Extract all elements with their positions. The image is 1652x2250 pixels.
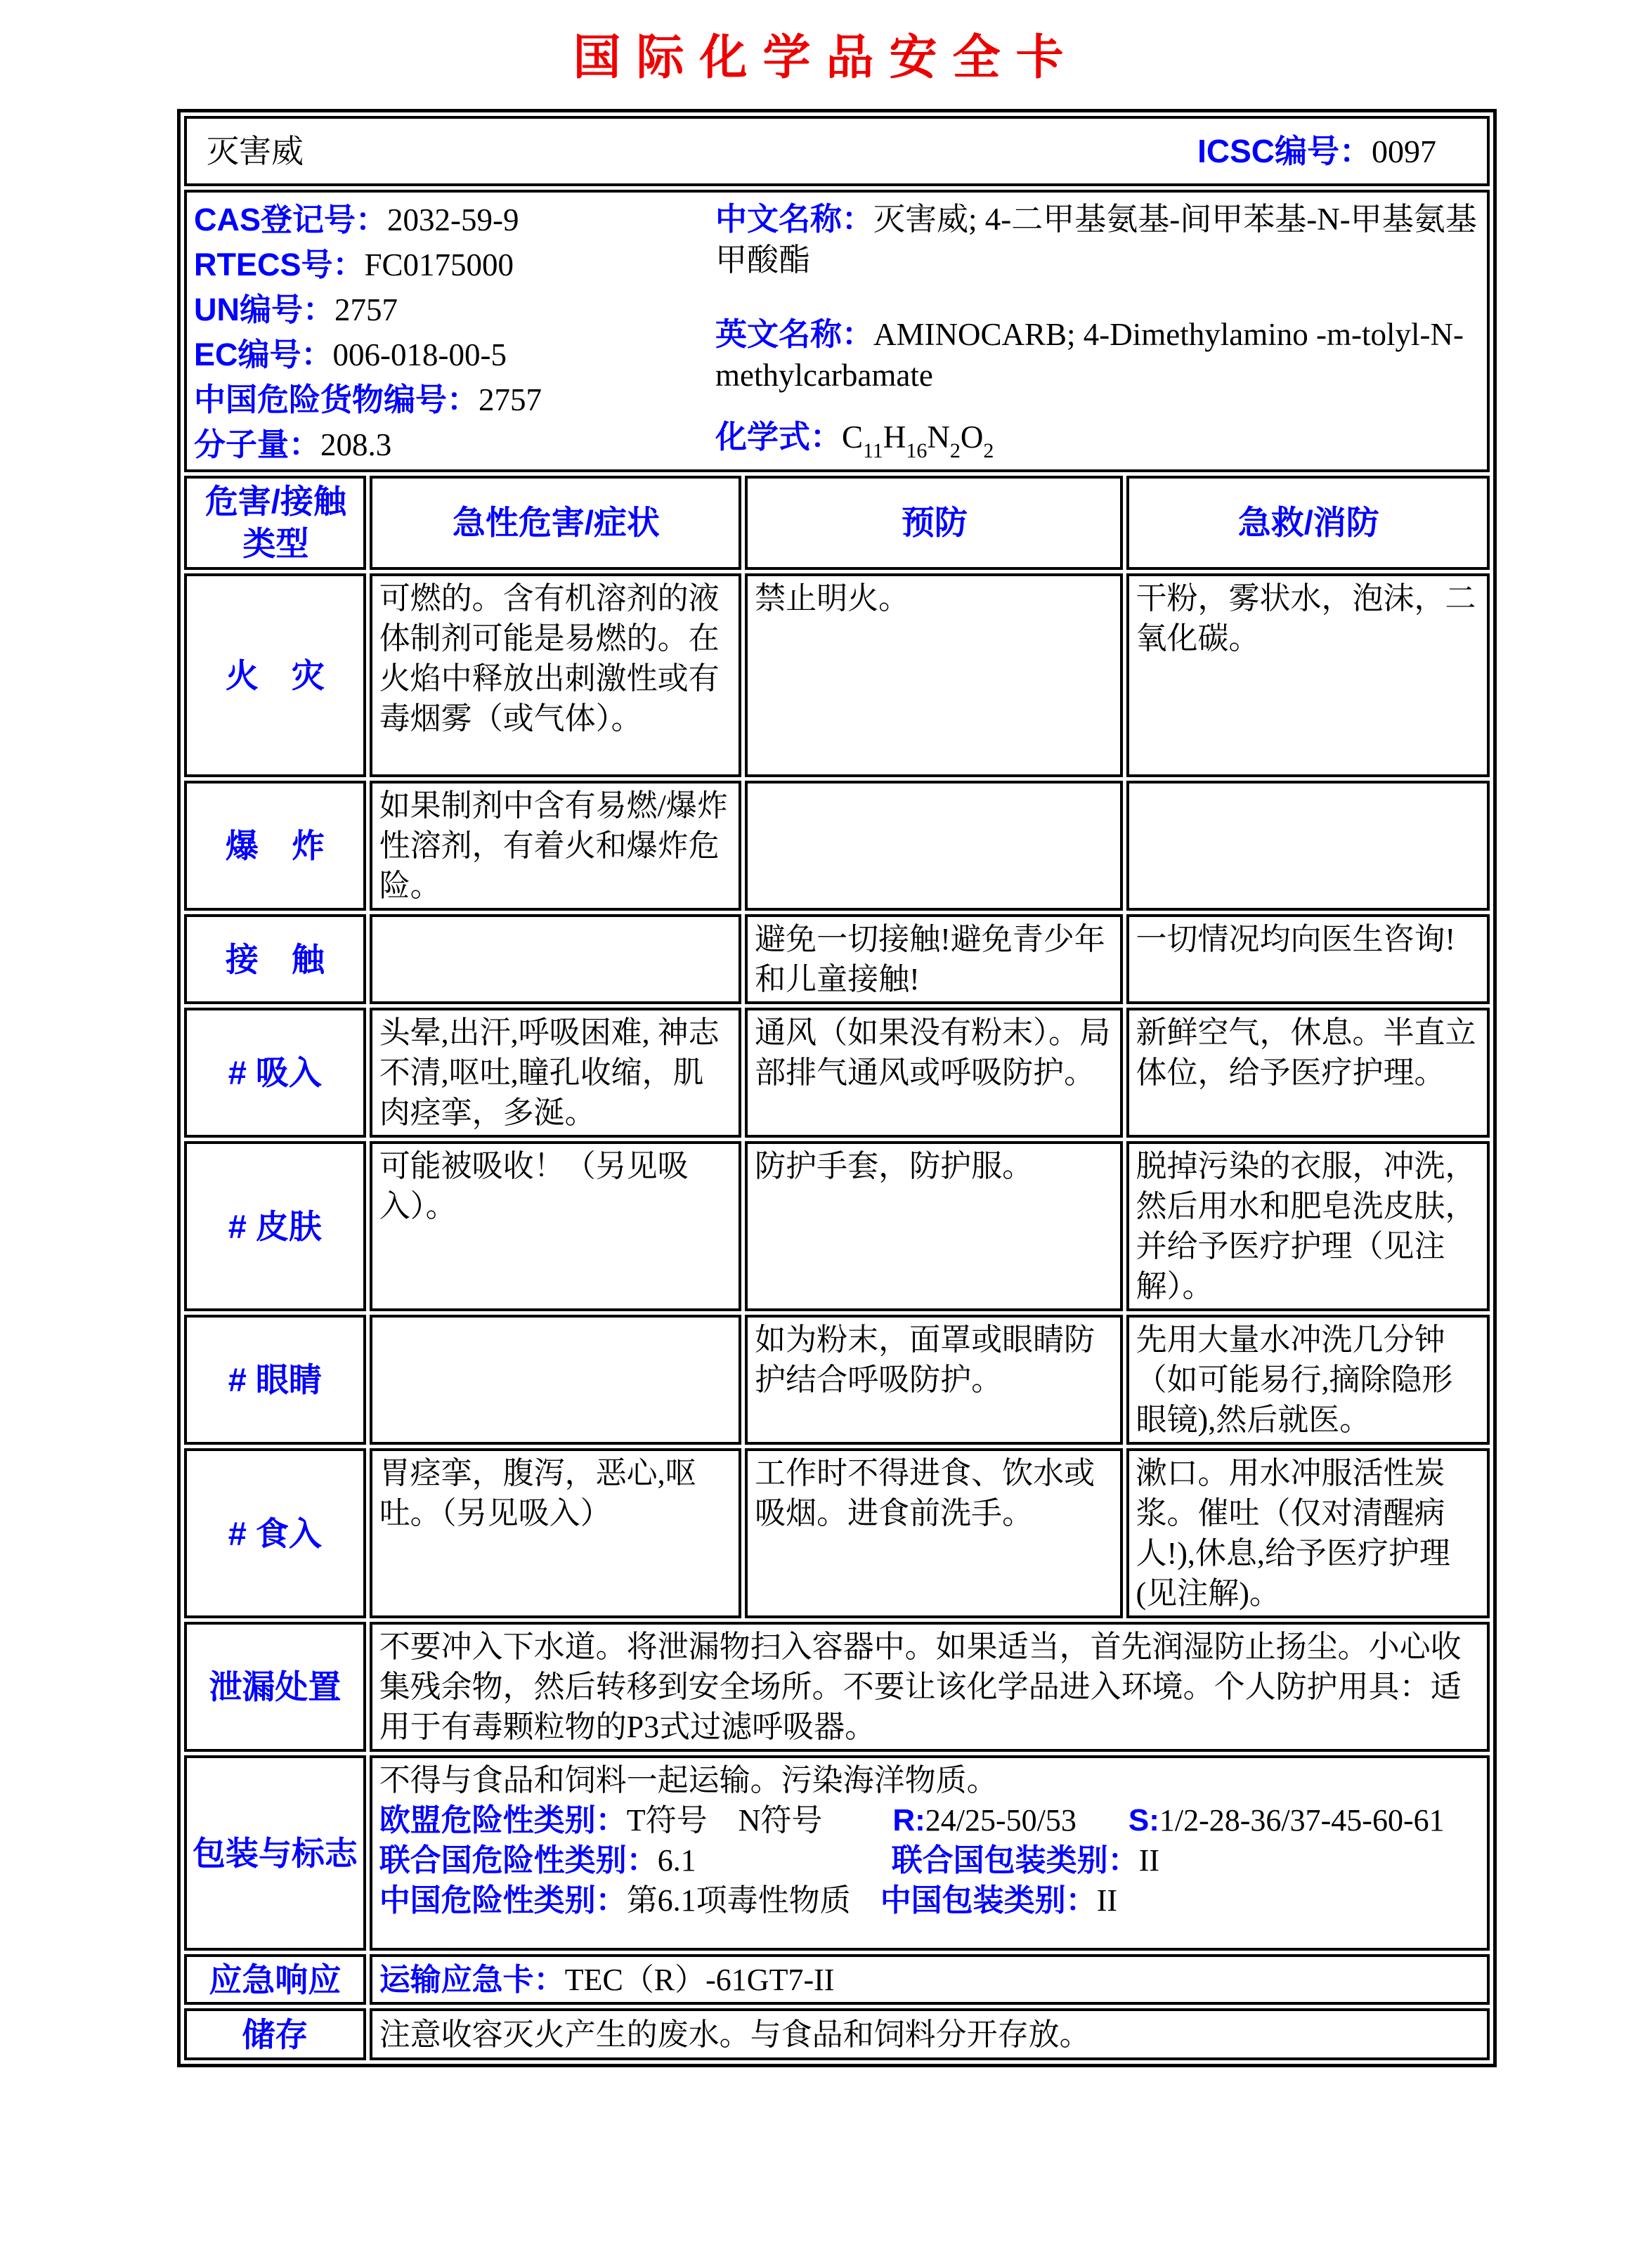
chinese-name-value: 灭害威; 4-二甲基氨基-间甲苯基-N-甲基氨基甲酸酯 <box>715 202 1477 278</box>
header-first-aid: 急救/消防 <box>1126 476 1490 570</box>
hazard-row-skin <box>184 1141 1490 1311</box>
un-class-value: 6.1 <box>657 1843 696 1878</box>
icsc-number-label: ICSC编号： <box>1197 132 1372 169</box>
inhalation-label: # 吸入 <box>184 1008 366 1138</box>
ec-number-value: 006-018-00-5 <box>332 337 507 372</box>
skin-prevention: 防护手套，防护服。 <box>745 1141 1122 1311</box>
ingestion-first-aid: 漱口。用水冲服活性炭浆。催吐（仅对清醒病人!),休息,给予医疗护理(见注解)。 <box>1126 1448 1490 1618</box>
contact-first-aid: 一切情况均向医生咨询! <box>1126 914 1490 1004</box>
cas-number-label: CAS登记号： <box>194 202 388 238</box>
header-hazard-type-line1: 危害/接触 <box>204 483 346 520</box>
un-number-line <box>194 287 715 332</box>
rtecs-number-line <box>194 242 715 287</box>
chemical-formula-label: 化学式： <box>715 419 843 455</box>
cn-pack-label: 中国包装类别： <box>880 1883 1097 1918</box>
molecular-weight-label: 分子量： <box>194 427 321 462</box>
hazard-row-explosion <box>184 781 1490 911</box>
un-pack-value: II <box>1138 1843 1159 1878</box>
eyes-label: # 眼睛 <box>184 1315 366 1445</box>
page-title: 国际化学品安全卡 <box>573 31 1079 84</box>
cn-class-label: 中国危险性类别： <box>379 1883 627 1918</box>
identification-names <box>715 195 1481 467</box>
icsc-document-page <box>0 20 1652 2250</box>
emergency-response-content <box>370 1954 1490 2005</box>
inhalation-symptoms: 头晕,出汗,呼吸困难, 神志不清,呕吐,瞳孔收缩，肌肉痉挛，多涎。 <box>370 1008 741 1138</box>
ingestion-symptoms: 胃痉挛，腹泻，恶心,呕吐。（另见吸入） <box>370 1448 741 1618</box>
header-acute-symptoms: 急性危害/症状 <box>370 476 741 570</box>
un-number-label: UN编号： <box>194 292 334 327</box>
hazard-table-header-row <box>184 476 1490 570</box>
packaging-eu-class-line <box>379 1800 1481 1840</box>
transport-emergency-card-value: TEC（R）-61GT7-II <box>564 1962 835 1997</box>
skin-first-aid: 脱掉污染的衣服，冲洗，然后用水和肥皂洗皮肤，并给予医疗护理（见注解）。 <box>1126 1141 1490 1311</box>
un-class-label: 联合国危险性类别： <box>379 1843 658 1878</box>
ec-number-line <box>194 332 715 377</box>
ec-number-label: EC编号： <box>194 337 333 372</box>
hazard-row-inhalation <box>184 1008 1490 1138</box>
un-number-value: 2757 <box>334 292 398 327</box>
icsc-number-field <box>1197 131 1481 171</box>
explosion-first-aid <box>1126 781 1490 911</box>
eu-r-value: 24/25-50/53 <box>925 1803 1077 1838</box>
storage-row <box>184 2008 1490 2060</box>
card-header-cell <box>184 116 1490 186</box>
eu-s-value: 1/2-28-36/37-45-60-61 <box>1159 1803 1445 1838</box>
explosion-symptoms: 如果制剂中含有易燃/爆炸性溶剂，有着火和爆炸危险。 <box>370 781 741 911</box>
eu-class-symbols: T符号 N符号 <box>626 1803 823 1838</box>
product-name: 灭害威 <box>207 133 304 169</box>
rtecs-number-value: FC0175000 <box>364 247 514 282</box>
english-name-line <box>715 314 1481 396</box>
fire-first-aid: 干粉，雾状水，泡沫，二氧化碳。 <box>1126 573 1490 777</box>
formula-subscript: 2 <box>983 439 994 462</box>
cn-pack-value: II <box>1096 1883 1117 1918</box>
emergency-response-row <box>184 1954 1490 2005</box>
cas-number-line <box>194 197 715 242</box>
header-hazard-type-line2: 类型 <box>242 525 309 562</box>
ingestion-label: # 食入 <box>184 1448 366 1618</box>
molecular-weight-value: 208.3 <box>320 427 392 462</box>
skin-label: # 皮肤 <box>184 1141 366 1311</box>
china-dg-number-label: 中国危险货物编号： <box>194 382 479 417</box>
header-prevention: 预防 <box>745 476 1122 570</box>
contact-label: 接 触 <box>184 914 366 1004</box>
china-dg-number-line <box>194 377 715 422</box>
header-hazard-type <box>184 476 366 570</box>
spill-row <box>184 1622 1490 1752</box>
spill-label: 泄漏处置 <box>184 1622 366 1752</box>
identification-row <box>184 190 1490 472</box>
explosion-prevention <box>745 781 1122 911</box>
packaging-content <box>370 1755 1490 1951</box>
packaging-cn-class-line <box>379 1880 1481 1920</box>
fire-symptoms: 可燃的。含有机溶剂的液体制剂可能是易燃的。在火焰中释放出刺激性或有毒烟雾（或气体）。 <box>370 573 741 777</box>
transport-emergency-card-label: 运输应急卡： <box>379 1962 565 1997</box>
contact-symptoms <box>370 914 741 1004</box>
formula-subscript: 11 <box>863 439 883 462</box>
formula-subscript: 2 <box>949 439 961 462</box>
packaging-row <box>184 1755 1490 1951</box>
china-dg-number-value: 2757 <box>479 382 542 417</box>
inhalation-prevention: 通风（如果没有粉末）。局部排气通风或呼吸防护。 <box>745 1008 1122 1138</box>
chinese-name-line <box>715 199 1481 280</box>
ingestion-prevention: 工作时不得进食、饮水或吸烟。进食前洗手。 <box>745 1448 1122 1618</box>
chemical-formula-value <box>842 420 994 462</box>
inhalation-first-aid: 新鲜空气，休息。半直立体位，给予医疗护理。 <box>1126 1008 1490 1138</box>
cas-number-value: 2032-59-9 <box>387 202 519 238</box>
hazard-row-contact <box>184 914 1490 1004</box>
hazard-row-ingestion <box>184 1448 1490 1618</box>
icsc-card-table <box>177 109 1497 2067</box>
hazard-row-eyes <box>184 1315 1490 1445</box>
fire-prevention: 禁止明火。 <box>745 573 1122 777</box>
rtecs-number-label: RTECS号： <box>194 247 365 282</box>
chinese-name-label: 中文名称： <box>715 201 874 237</box>
english-name-value: AMINOCARB; 4-Dimethylamino -m-tolyl-N-methylcarbamate <box>715 317 1464 393</box>
un-pack-label: 联合国包装类别： <box>891 1843 1139 1878</box>
formula-element: O <box>960 420 984 455</box>
identification-cell <box>184 190 1490 472</box>
fire-label: 火 灾 <box>184 573 366 777</box>
icsc-number-value: 0097 <box>1372 133 1436 169</box>
storage-label: 储存 <box>184 2008 366 2060</box>
hazard-row-fire <box>184 573 1490 777</box>
identification-numbers <box>194 195 715 467</box>
eyes-first-aid: 先用大量水冲洗几分钟（如可能易行,摘除隐形眼镜),然后就医。 <box>1126 1315 1490 1445</box>
formula-element: N <box>927 420 950 455</box>
spill-content: 不要冲入下水道。将泄漏物扫入容器中。如果适当，首先润湿防止扬尘。小心收集残余物，然后转移到安全场所。不要让该化学品进入环境。个人防护用具：适用于有毒颗粒物的P3式过滤呼吸器。 <box>370 1622 1490 1752</box>
skin-symptoms: 可能被吸收！（另见吸入）。 <box>370 1141 741 1311</box>
packaging-un-class-line <box>379 1840 1481 1880</box>
formula-element: H <box>883 420 906 455</box>
formula-subscript: 16 <box>906 439 928 462</box>
contact-prevention: 避免一切接触!避免青少年和儿童接触! <box>745 914 1122 1004</box>
emergency-response-label: 应急响应 <box>184 1954 366 2005</box>
eu-class-label: 欧盟危险性类别： <box>379 1803 627 1838</box>
chemical-formula-line <box>715 417 1481 462</box>
eyes-prevention: 如为粉末，面罩或眼睛防护结合呼吸防护。 <box>745 1315 1122 1445</box>
eu-s-label: S: <box>1128 1803 1159 1838</box>
cn-class-value: 第6.1项毒性物质 <box>626 1883 851 1918</box>
english-name-label: 英文名称： <box>715 316 874 352</box>
molecular-weight-line <box>194 422 715 467</box>
explosion-label: 爆 炸 <box>184 781 366 911</box>
packaging-transport-note: 不得与食品和饲料一起运输。污染海洋物质。 <box>379 1763 998 1797</box>
eu-r-label: R: <box>892 1803 925 1838</box>
packaging-label: 包装与标志 <box>184 1755 366 1951</box>
eyes-symptoms <box>370 1315 741 1445</box>
formula-element: C <box>842 420 864 455</box>
storage-content: 注意收容灭火产生的废水。与食品和饲料分开存放。 <box>370 2008 1490 2060</box>
card-header-row <box>184 116 1490 186</box>
